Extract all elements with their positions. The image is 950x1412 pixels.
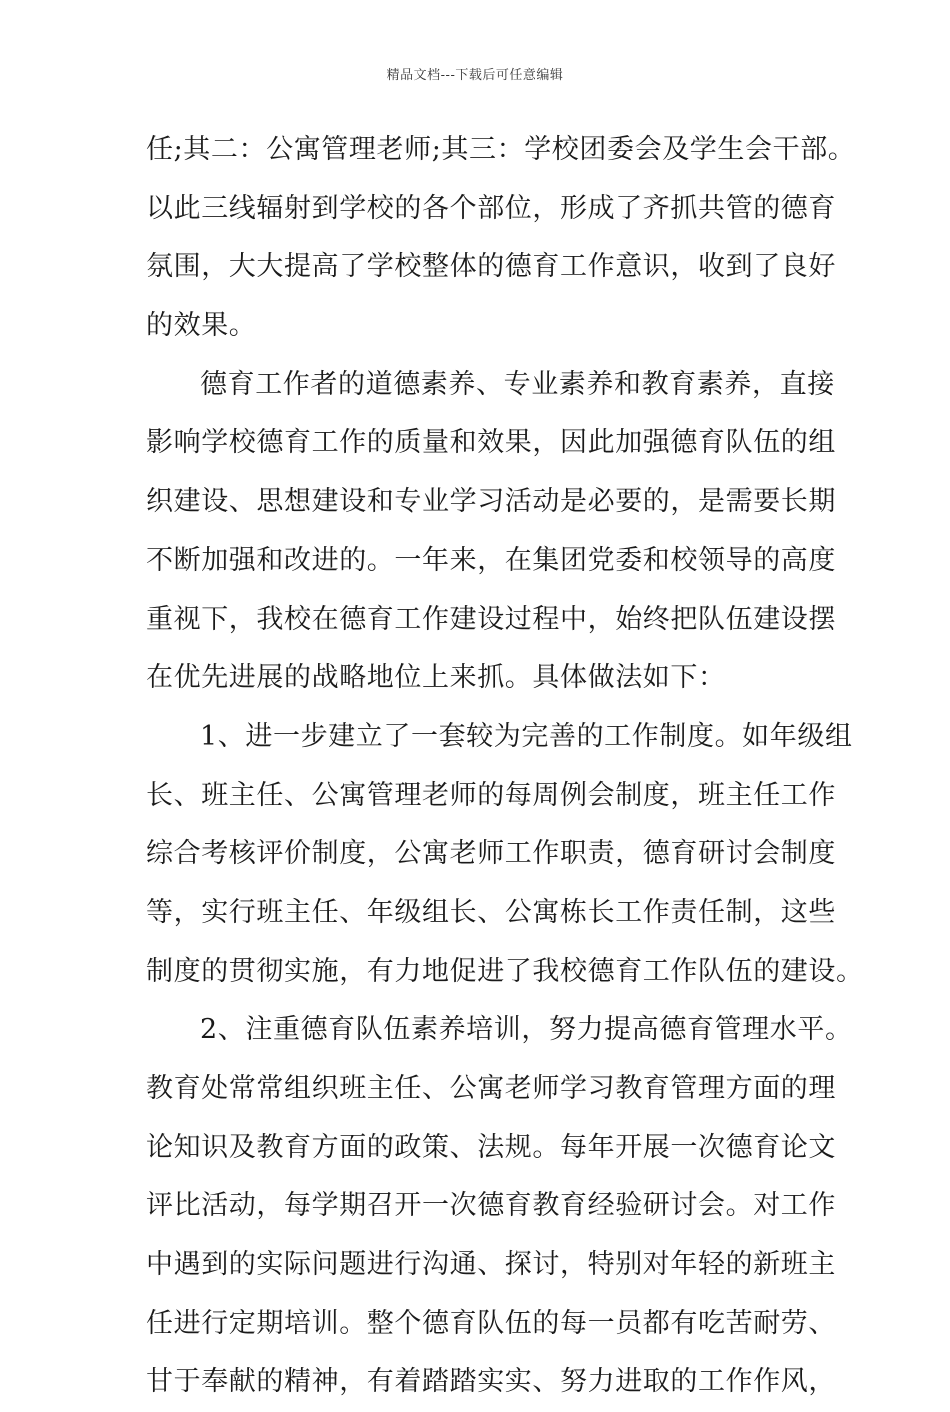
text-line: 制度的贯彻实施，有力地促进了我校德育工作队伍的建设。 [146,955,864,987]
text-line: 评比活动，每学期召开一次德育教育经验研讨会。对工作 [146,1190,836,1222]
text-line: 以此三线辐射到学校的各个部位，形成了齐抓共管的德育 [146,192,836,224]
text-line: 任进行定期培训。整个德育队伍的每一员都有吃苦耐劳、 [146,1307,836,1339]
text-line: 在优先进展的战略地位上来抓。具体做法如下： [146,662,726,694]
text-line: 不断加强和改进的。一年来，在集团党委和校领导的高度 [146,544,836,576]
text-line: 影响学校德育工作的质量和效果，因此加强德育队伍的组 [146,427,836,459]
text-line: 论知识及教育方面的政策、法规。每年开展一次德育论文 [146,1131,836,1163]
text-line: 教育处常常组织班主任、公寓老师学习教育管理方面的理 [146,1073,836,1104]
text-line: 甘于奉献的精神，有着踏踏实实、努力进取的工作作风， [146,1366,836,1398]
text-line: 任;其二：公寓管理老师;其三：学校团委会及学生会干部。 [146,134,856,165]
paragraph-first-line: 2、注重德育队伍素养培训，努力提高德育管理水平。 [200,1014,853,1046]
text-line: 综合考核评价制度，公寓老师工作职责，德育研讨会制度 [146,838,836,870]
text-line: 长、班主任、公寓管理老师的每周例会制度，班主任工作 [146,779,836,811]
text-line: 重视下，我校在德育工作建设过程中，始终把队伍建设摆 [146,603,836,635]
document-body [146,121,864,1412]
text-line: 等，实行班主任、年级组长、公寓栋长工作责任制，这些 [146,896,836,928]
text-line: 氛围，大大提高了学校整体的德育工作意识，收到了良好 [146,251,836,283]
text-line: 的效果。 [146,310,257,342]
page-header: 精品文档---下载后可任意编辑 [386,68,564,83]
paragraph-first-line: 1、进一步建立了一套较为完善的工作制度。如年级组 [200,720,853,752]
paragraph-first-line: 德育工作者的道德素养、专业素养和教育素养，直接 [200,368,835,400]
text-line: 中遇到的实际问题进行沟通、探讨，特别对年轻的新班主 [146,1249,836,1281]
text-line: 织建设、思想建设和专业学习活动是必要的，是需要长期 [146,486,836,518]
